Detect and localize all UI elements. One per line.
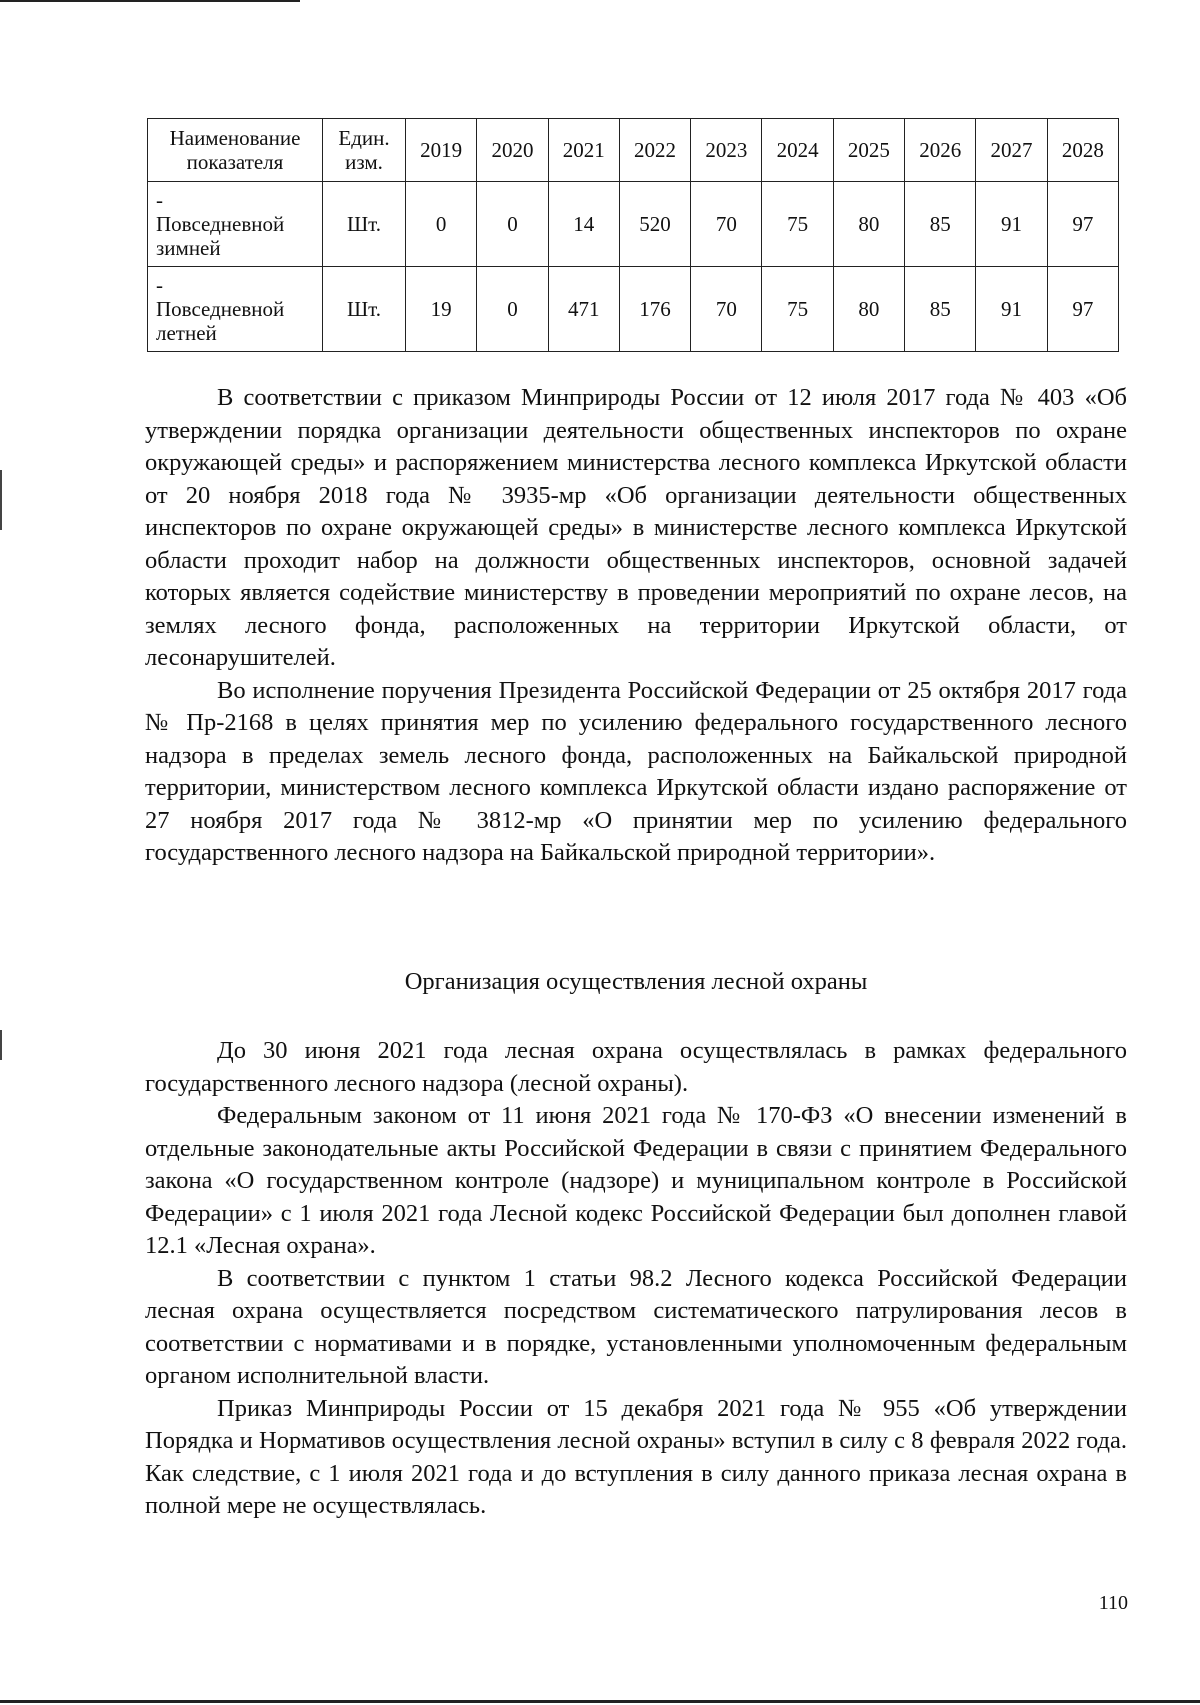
row-unit: Шт. (323, 267, 406, 352)
table-header-row (148, 119, 1119, 182)
row-name: Повседневной летней (156, 296, 285, 346)
header-year: 2020 (477, 119, 548, 182)
header-indicator-name: Наименование показателя (148, 119, 323, 182)
scan-edge-bottom (0, 1700, 1200, 1703)
row-value: 0 (477, 267, 548, 352)
header-year: 2023 (691, 119, 762, 182)
row-value: 97 (1047, 267, 1118, 352)
row-value: 75 (762, 267, 833, 352)
row-value: 85 (905, 267, 976, 352)
scan-edge-mark (0, 470, 2, 530)
row-dash: - (156, 272, 163, 297)
row-name-cell (148, 182, 323, 267)
paragraph: В соответствии с приказом Минприроды России от 12 июля 2017 года № 403 «Об утверждении порядка организации деятельности общественных инспекторов по охране окружающей среды» и распоряжением министерства лесного комплекса Иркутской области от 20 ноября 2018 года № 3935-мр «Об организации деятельности общественных инспекторов по охране окружающей среды» в министерстве лесного комплекса Иркутской области проходит набор на должности общественных инспекторов, основной задачей которых является содействие министерству в проведении мероприятий по охране лесов, на землях лесного фонда, расположенных на территории Иркутской области, от лесонарушителей. (145, 384, 1127, 671)
row-value: 70 (691, 267, 762, 352)
row-value: 70 (691, 182, 762, 267)
body-text-bottom (145, 1035, 1127, 1523)
header-year: 2026 (905, 119, 976, 182)
row-value: 97 (1047, 182, 1118, 267)
header-year: 2022 (619, 119, 690, 182)
paragraph: Во исполнение поручения Президента Российской Федерации от 25 октября 2017 года № Пр-2168 в целях принятия мер по усилению федерального государственного лесного надзора в пределах земель лесного фонда, расположенных на Байкальской природной территории, министерством лесного комплекса Иркутской области издано распоряжение от 27 ноября 2017 года № 3812-мр «О принятии мер по усилению федерального государственного лесного надзора на Байкальской природной территории». (145, 676, 1127, 866)
row-dash: - (156, 187, 163, 212)
row-name-cell (148, 267, 323, 352)
header-unit: Един. изм. (323, 119, 406, 182)
row-value: 0 (477, 182, 548, 267)
paragraph: До 30 июня 2021 года лесная охрана осуществлялась в рамках федерального государственного лесного надзора (лесной охраны). (145, 1037, 1127, 1097)
page-number: 110 (1098, 1592, 1128, 1614)
row-value: 91 (976, 267, 1047, 352)
indicators-table (147, 118, 1119, 352)
body-text-top (145, 382, 1127, 870)
row-value: 0 (406, 182, 477, 267)
header-year: 2025 (833, 119, 904, 182)
header-year: 2021 (548, 119, 619, 182)
row-name: Повседневной зимней (156, 211, 285, 261)
row-unit: Шт. (323, 182, 406, 267)
row-value: 19 (406, 267, 477, 352)
row-value: 75 (762, 182, 833, 267)
table-row (148, 182, 1119, 267)
row-value: 85 (905, 182, 976, 267)
section-heading: Организация осуществления лесной охраны (404, 968, 868, 995)
header-year: 2019 (406, 119, 477, 182)
header-year: 2028 (1047, 119, 1118, 182)
row-value: 14 (548, 182, 619, 267)
scan-edge-top (0, 0, 300, 2)
paragraph: В соответствии с пунктом 1 статьи 98.2 Лесного кодекса Российской Федерации лесная охрана осуществляется посредством систематического патрулирования лесов в соответствии с нормативами и в порядке, установленными уполномоченным федеральным органом исполнительной власти. (145, 1264, 1127, 1389)
paragraph: Федеральным законом от 11 июня 2021 года № 170-ФЗ «О внесении изменений в отдельные законодательные акты Российской Федерации в связи с принятием Федерального закона «О государственном контроле (надзоре) и муниципальном контроле в Российской Федерации» с 1 июля 2021 года Лесной кодекс Российской Федерации был дополнен главой 12.1 «Лесная охрана». (145, 1102, 1127, 1259)
scan-edge-mark (0, 1030, 2, 1060)
row-value: 80 (833, 182, 904, 267)
row-value: 91 (976, 182, 1047, 267)
row-value: 520 (619, 182, 690, 267)
header-year: 2027 (976, 119, 1047, 182)
header-year: 2024 (762, 119, 833, 182)
row-value: 176 (619, 267, 690, 352)
row-value: 80 (833, 267, 904, 352)
table-row (148, 267, 1119, 352)
paragraph: Приказ Минприроды России от 15 декабря 2021 года № 955 «Об утверждении Порядка и Нормативов осуществления лесной охраны» вступил в силу с 8 февраля 2022 года. Как следствие, с 1 июля 2021 года и до вступления в силу данного приказа лесная охрана в полной мере не осуществлялась. (145, 1394, 1127, 1519)
row-value: 471 (548, 267, 619, 352)
